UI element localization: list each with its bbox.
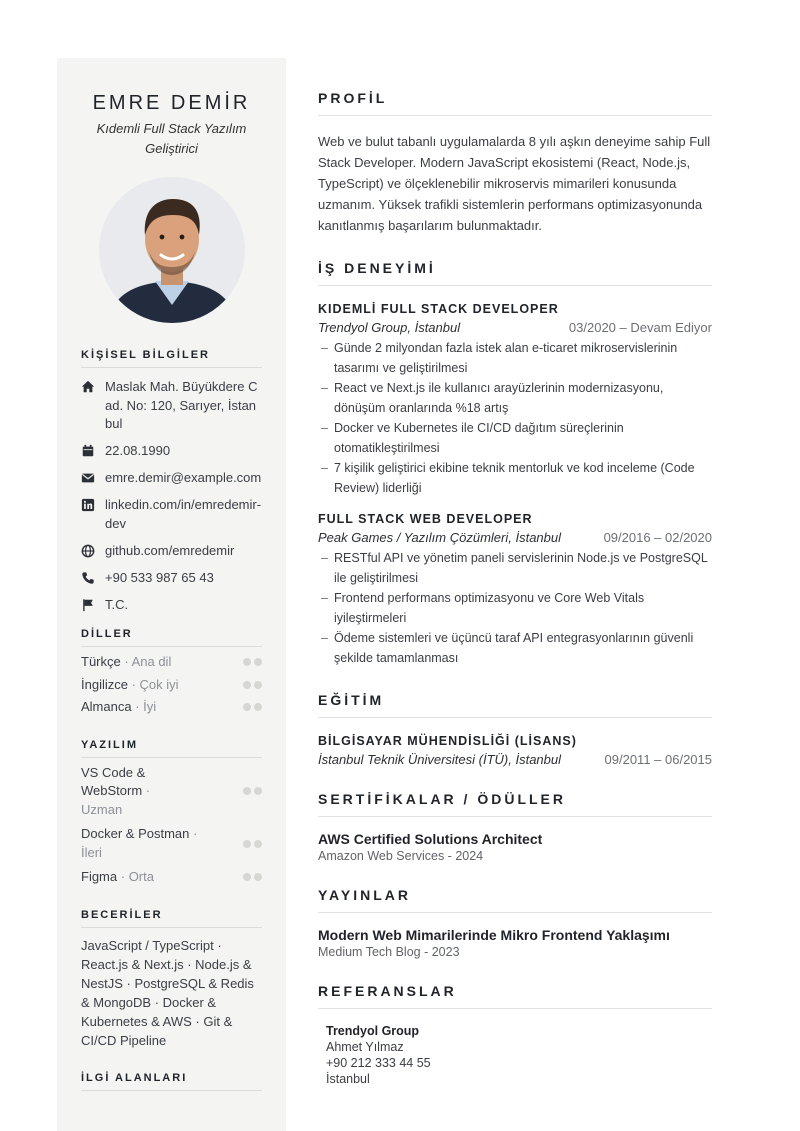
level-dots: [243, 703, 262, 711]
job-bullet: – Ödeme sistemleri ve üçüncü taraf API entegrasyonlarının güvenli şekilde tamamlanması: [318, 629, 712, 668]
software-heading: YAZILIM: [81, 739, 262, 758]
software-row: Figma · Orta: [81, 868, 262, 887]
nationality-item: [81, 596, 262, 615]
linkedin-item[interactable]: [81, 496, 262, 533]
job-company: Trendyol Group, İstanbul: [318, 320, 461, 335]
level-dots: [243, 681, 262, 689]
profile-heading: PROFİL: [318, 90, 712, 116]
language-name: İngilizce: [81, 676, 128, 692]
education-entry: [318, 734, 712, 767]
reference-city: İstanbul: [326, 1072, 370, 1086]
skills-text: JavaScript / TypeScript · React.js & Next.js · Node.js & NestJS · PostgreSQL & Redis & MongoDB · Docker & Kubernetes & AWS · Git & CI/CD Pipeline: [81, 937, 254, 1048]
calendar-icon: [81, 444, 95, 458]
publication-entry: [318, 927, 712, 959]
github-link[interactable]: github.com/emredemir: [105, 542, 235, 558]
avatar: [99, 177, 245, 323]
level-dots: [243, 840, 262, 848]
person-title: Kıdemli Full Stack Yazılım Geliştirici: [96, 121, 247, 156]
job-entry: [318, 302, 712, 498]
school-name: İstanbul Teknik Üniversitesi (İTÜ), İstanbul: [318, 752, 562, 767]
profile-section: [318, 90, 712, 236]
language-name: Türkçe: [81, 654, 121, 669]
certificates-section: [318, 791, 712, 863]
degree-title: BİLGİSAYAR MÜHENDİSLİĞİ (LİSANS): [318, 734, 577, 748]
job-bullets: [318, 549, 712, 668]
certificates-heading: SERTİFİKALAR / ÖDÜLLER: [318, 791, 712, 817]
education-heading: EĞİTİM: [318, 692, 712, 718]
job-bullet: – Docker ve Kubernetes ile CI/CD dağıtım süreçlerinin otomatikleştirilmesi: [318, 419, 712, 458]
birthdate-text: 22.08.1990: [105, 443, 171, 458]
linkedin-icon: [81, 498, 95, 512]
education-dates: 09/2011 – 06/2015: [604, 752, 712, 767]
address-text: Maslak Mah. Büyükdere Cad. No: 120, Sarıyer, İstanbul: [105, 379, 258, 431]
software-level: Orta: [128, 869, 154, 884]
software-name: Figma: [81, 869, 118, 884]
level-dots: [243, 787, 262, 795]
job-dates: 03/2020 – Devam Ediyor: [568, 320, 712, 335]
job-company: Peak Games / Yazılım Çözümleri, İstanbul: [318, 530, 562, 545]
certificate-entry: [318, 831, 712, 863]
skills-heading: BECERİLER: [81, 909, 262, 928]
birthdate-item: [81, 442, 262, 461]
personal-info-heading: KİŞİSEL BİLGİLER: [81, 349, 262, 368]
reference-phone: +90 212 333 44 55: [326, 1056, 431, 1070]
job-bullets: [318, 339, 712, 498]
interests-section: [81, 1072, 262, 1091]
job-bullet: – Frontend performans optimizasyonu ve Core Web Vitals iyileştirmeleri: [318, 589, 712, 628]
personal-info-section: [81, 349, 262, 614]
level-dots: [243, 658, 262, 666]
phone-item[interactable]: [81, 569, 262, 588]
language-level: Ana dil: [131, 654, 172, 669]
linkedin-link[interactable]: linkedin.com/in/emredemir-dev: [105, 497, 262, 531]
certificate-issuer: Amazon Web Services - 2024: [318, 849, 484, 863]
home-icon: [81, 380, 95, 394]
language-row: Almanca · İyi: [81, 698, 262, 717]
software-level: Uzman: [81, 801, 123, 817]
flag-icon: [81, 598, 95, 612]
phone-text[interactable]: +90 533 987 65 43: [105, 569, 214, 585]
software-level: İleri: [81, 844, 102, 860]
job-title: FULL STACK WEB DEVELOPER: [318, 512, 533, 526]
sidebar: [57, 58, 286, 1131]
reference-person: Ahmet Yılmaz: [326, 1040, 404, 1054]
phone-icon: [81, 571, 95, 585]
education-section: [318, 692, 712, 767]
references-heading: REFERANSLAR: [318, 983, 712, 1009]
publications-heading: YAYINLAR: [318, 887, 712, 913]
address-item: [81, 378, 262, 434]
software-row: VS Code & WebStorm · Uzman: [81, 764, 262, 820]
software-name: VS Code & WebStorm: [81, 764, 146, 798]
language-level: İyi: [143, 699, 157, 714]
email-link[interactable]: emre.demir@example.com: [105, 470, 262, 485]
main-content: [318, 90, 712, 1087]
job-bullet: – Günde 2 milyondan fazla istek alan e-ticaret mikroservislerinin tasarımı ve geliştirilmesi: [318, 339, 712, 378]
languages-section: [81, 628, 262, 717]
reference-company: Trendyol Group: [326, 1024, 420, 1038]
job-dates: 09/2016 – 02/2020: [603, 530, 712, 545]
publication-source: Medium Tech Blog - 2023: [318, 945, 460, 959]
publication-title: Modern Web Mimarilerinde Mikro Frontend Yaklaşımı: [318, 927, 670, 943]
nationality-text: T.C.: [105, 596, 129, 612]
certificate-title: AWS Certified Solutions Architect: [318, 831, 543, 847]
github-item[interactable]: [81, 542, 262, 561]
globe-icon: [81, 544, 95, 558]
software-section: [81, 739, 262, 887]
language-row: Türkçe · Ana dil: [81, 653, 262, 672]
experience-section: [318, 260, 712, 668]
reference-entry: [318, 1023, 712, 1087]
language-level: Çok iyi: [139, 676, 179, 692]
software-row: Docker & Postman · İleri: [81, 825, 262, 862]
email-icon: [81, 471, 95, 485]
job-bullet: – RESTful API ve yönetim paneli servislerinin Node.js ve PostgreSQL ile geliştirilmesi: [318, 549, 712, 588]
language-row: İngilizce · Çok iyi: [81, 676, 262, 695]
job-bullet: – React ve Next.js ile kullanıcı arayüzlerinin modernizasyonu, dönüşüm oranlarında %18 artış: [318, 379, 712, 418]
software-name: Docker & Postman: [81, 826, 190, 841]
job-title: KIDEMLİ FULL STACK DEVELOPER: [318, 302, 559, 316]
person-name: EMRE DEMİR: [92, 92, 251, 114]
experience-heading: İŞ DENEYİMİ: [318, 260, 712, 286]
level-dots: [243, 873, 262, 881]
avatar-photo: [99, 177, 245, 323]
interests-heading: İLGİ ALANLARI: [81, 1072, 262, 1091]
profile-text: Web ve bulut tabanlı uygulamalarda 8 yılı aşkın deneyime sahip Full Stack Developer. Modern JavaScript ekosistemi (React, Node.js, TypeScript) ve ölçeklenebilir mikroservis mimarileri konusunda uzmanım. Yüksek trafikli sistemlerin performans optimizasyonunda kanıtlanmış başarılarım bulunmaktadır.: [318, 134, 711, 233]
references-section: [318, 983, 712, 1087]
job-entry: [318, 512, 712, 668]
language-name: Almanca: [81, 699, 132, 714]
email-item[interactable]: [81, 469, 262, 488]
job-bullet: – 7 kişilik geliştirici ekibine teknik mentorluk ve kod inceleme (Code Review) liderliği: [318, 459, 712, 498]
skills-section: [81, 909, 262, 1050]
publications-section: [318, 887, 712, 959]
languages-heading: DİLLER: [81, 628, 262, 647]
